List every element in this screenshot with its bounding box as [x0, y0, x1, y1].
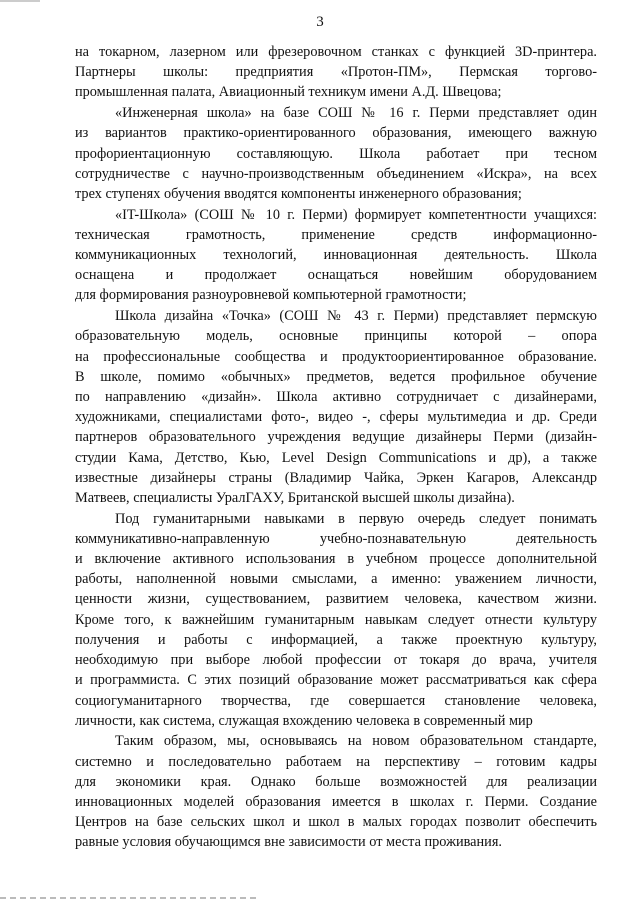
document-body — [75, 42, 597, 853]
text-line: из вариантов практико-ориентированного образования, имеющего важную — [75, 125, 597, 142]
text-line: на токарном, лазерном или фрезеровочном станках с функцией 3D-принтера. — [75, 44, 597, 60]
paragraph — [75, 103, 597, 204]
text-line: профориентационную составляющую. Школа работает при тесном — [75, 145, 597, 162]
text-line: и включение активного использования в учебном процессе дополнительной — [75, 551, 597, 568]
text-line: Центров на базе сельских школ и школ в малых городах позволит обеспечить — [75, 814, 597, 831]
text-line: «IT-Школа» (СОШ № 10 г. Перми) формирует компетентности учащихся: — [115, 206, 597, 223]
text-line: инновационных моделей образования имеется в школах г. Перми. Создание — [75, 794, 597, 811]
page-number: 3 — [316, 14, 324, 30]
paragraph — [75, 509, 597, 731]
text-line: коммуникативно-направленную учебно-познавательную деятельность — [75, 530, 597, 547]
text-line: промышленная палата, Авиационный техникум имени А.Д. Швецова; — [75, 84, 502, 101]
scan-artifact-top — [0, 0, 40, 2]
text-line: художниками, специалистами фото-, видео -, сферы мультимедиа и др. Среди — [75, 409, 597, 426]
text-line: техническая грамотность, применение средств информационно- — [75, 226, 597, 243]
text-line: системно и последовательно работаем на перспективу – готовим кадры — [75, 753, 597, 770]
text-line: Партнеры школы: предприятия «Протон-ПМ», Пермская торгово- — [75, 64, 597, 81]
text-line: сотрудничестве с научно-производственным объединением «Искра», на всех — [75, 165, 597, 182]
text-line: известные дизайнеры страны (Владимир Чайка, Эркен Кагаров, Александр — [75, 469, 597, 486]
text-line: студии Кама, Детство, Кью, Level Design Communications и др), а также — [75, 449, 597, 466]
text-line: Кроме того, к важнейшим гуманитарным навыкам следует отнести культуру — [75, 611, 597, 628]
text-line: на профессиональные сообщества и продуктоориентированное образование. — [75, 348, 597, 365]
text-line: Матвеев, специалисты УралГАХУ, Британской высшей школы дизайна). — [75, 489, 515, 506]
text-line: «Инженерная школа» на базе СОШ № 16 г. Перми представляет один — [115, 105, 597, 122]
text-line: получения и работы с информацией, а также проектную культуру, — [75, 631, 597, 648]
text-line: по направлению «дизайн». Школа активно сотрудничает с дизайнерами, — [75, 388, 597, 405]
text-line: В школе, помимо «обычных» предметов, ведется профильное обучение — [75, 368, 597, 385]
scan-artifact-bottom — [0, 897, 260, 899]
text-line: коммуникационных технологий, инновационная деятельность. Школа — [75, 247, 597, 264]
paragraph — [75, 306, 597, 508]
text-line: оснащена и продолжает оснащаться новейшим оборудованием — [75, 267, 597, 284]
text-line: для формирования разноуровневой компьютерной грамотности; — [75, 287, 467, 304]
text-line: Под гуманитарными навыками в первую очередь следует понимать — [115, 510, 597, 527]
text-line: равные условия обучающимся вне зависимости от места проживания. — [75, 834, 502, 851]
paragraph — [75, 731, 597, 852]
text-line: Таким образом, мы, основываясь на новом образовательном стандарте, — [115, 733, 597, 750]
text-line: партнеров образовательного учреждения ведущие дизайнеры Перми (дизайн- — [75, 429, 597, 446]
text-line: необходимую при выборе любой профессии от токаря до врача, учителя — [75, 652, 597, 669]
text-line: работы, наполненной новыми смыслами, а именно: уважением личности, — [75, 571, 597, 588]
text-line: личности, как система, служащая вхождению человека в современный мир — [75, 712, 533, 729]
text-line: и программиста. С этих позиций образование может рассматриваться как сфера — [75, 672, 597, 689]
text-line: социогуманитарного творчества, где совершается становление человека, — [75, 692, 597, 709]
text-line: образовательную модель, основные принципы которой – опора — [75, 328, 597, 345]
paragraph — [75, 42, 597, 103]
paragraph — [75, 205, 597, 306]
text-line: ценности жизни, существованием, развитием человека, качеством жизни. — [75, 591, 597, 608]
text-line: Школа дизайна «Точка» (СОШ № 43 г. Перми) представляет пермскую — [115, 308, 597, 325]
text-line: для экономики края. Однако больше возможностей для реализации — [75, 773, 597, 790]
text-line: трех ступенях обучения вводятся компоненты инженерного образования; — [75, 185, 522, 202]
